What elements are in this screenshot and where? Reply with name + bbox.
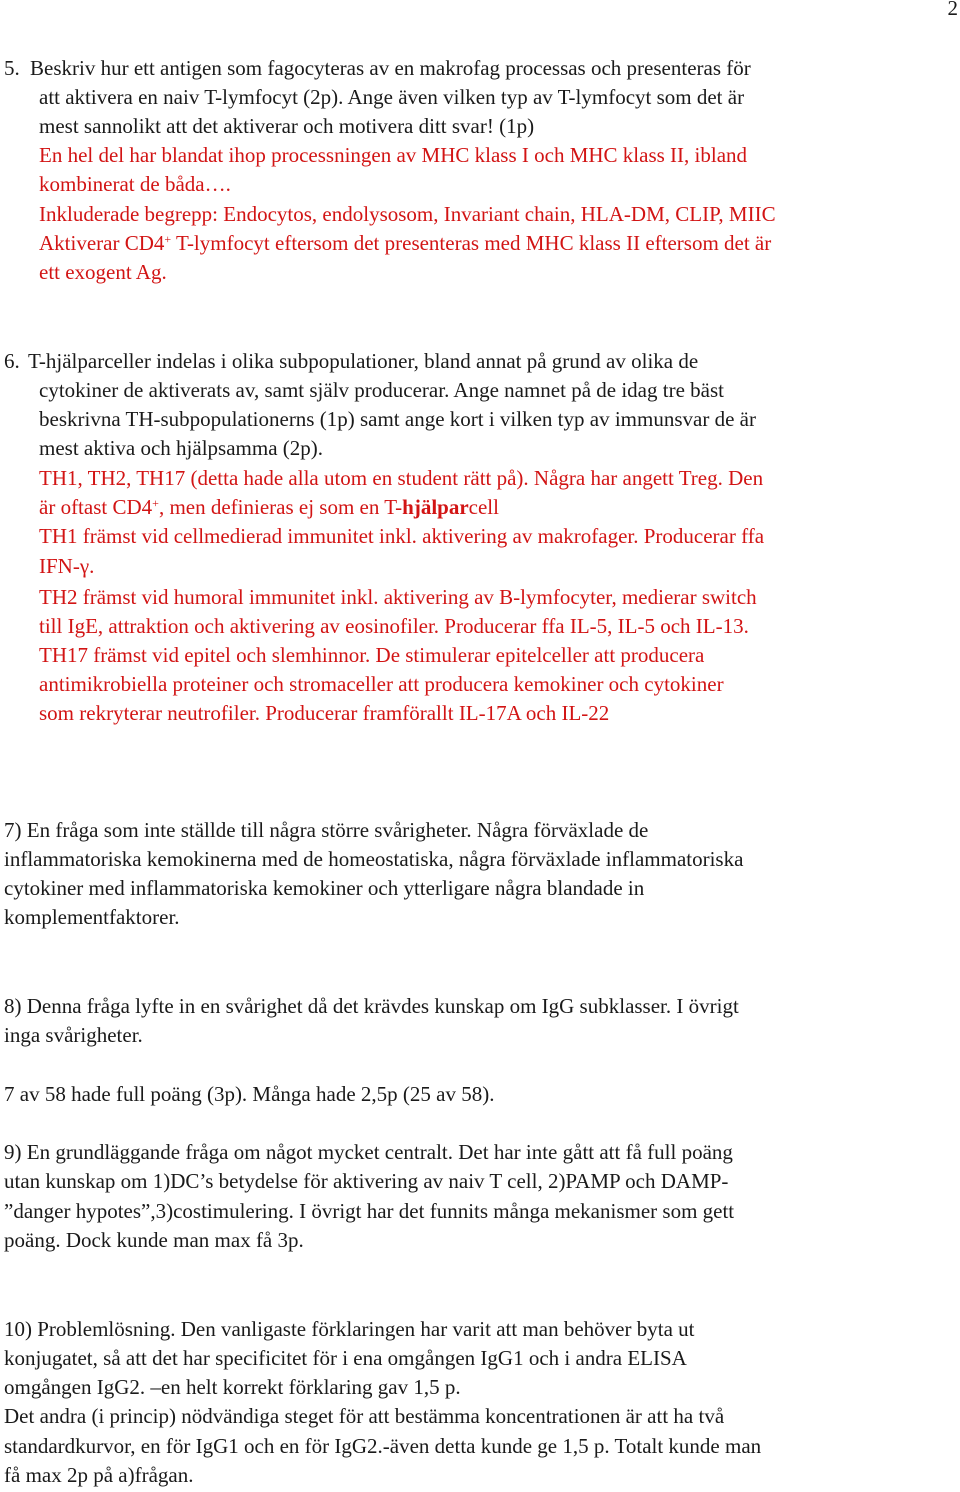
comment-10-line-6: få max 2p på a)frågan. <box>4 1463 194 1487</box>
comment-10-line-5: standardkurvor, en för IgG1 och en för IgG2.-även detta kunde ge 1,5 p. Totalt kunde man <box>4 1434 762 1458</box>
answer-6-bold-word: hjälpar <box>402 495 469 519</box>
question-6-text-line-3: beskrivna TH-subpopulationerns (1p) samt ange kort i vilken typ av immunsvar de är <box>39 407 756 431</box>
answer-6-cd4-text: är oftast CD4 <box>39 495 153 519</box>
answer-5-line-3: Inkluderade begrepp: Endocytos, endolysosom, Invariant chain, HLA-DM, CLIP, MIIC <box>39 202 776 226</box>
answer-6-line-2 <box>39 495 499 519</box>
comment-7-line-1: 7) En fråga som inte ställde till några större svårigheter. Några förväxlade de <box>4 818 649 842</box>
comment-9-line-2: utan kunskap om 1)DC’s betydelse för aktivering av naiv T cell, 2)PAMP och DAMP- <box>4 1169 729 1193</box>
answer-5-line-1: En hel del har blandat ihop processningen av MHC klass I och MHC klass II, ibland <box>39 143 748 167</box>
question-6-text-line-4: mest aktiva och hjälpsamma (2p). <box>39 436 324 460</box>
answer-6-line-3: TH1 främst vid cellmedierad immunitet inkl. aktivering av makrofager. Producerar ffa <box>39 524 765 548</box>
answer-5-line-5: ett exogent Ag. <box>39 260 167 284</box>
comment-8-line-2: inga svårigheter. <box>4 1023 143 1047</box>
question-5-text-line-2: att aktivera en naiv T-lymfocyt (2p). Ange även vilken typ av T-lymfocyt som det är <box>39 85 745 109</box>
answer-6-line-9: som rekryterar neutrofiler. Producerar framförallt IL-17A och IL-22 <box>39 701 610 725</box>
comment-7-line-4: komplementfaktorer. <box>4 905 180 929</box>
comment-10-line-3: omgången IgG2. –en helt korrekt förklaring gav 1,5 p. <box>4 1375 461 1399</box>
question-5-text-line-3: mest sannolikt att det aktiverar och motivera ditt svar! (1p) <box>39 114 535 138</box>
answer-5-cd4-text: Aktiverar CD4 <box>39 231 165 255</box>
comment-7-line-2: inflammatoriska kemokinerna med de homeostatiska, några förväxlade inflammatoriska <box>4 847 744 871</box>
question-6-number: 6. <box>4 349 20 373</box>
question-6-text-line-1: T-hjälparceller indelas i olika subpopulationer, bland annat på grund av olika de <box>28 349 699 373</box>
answer-6-line-6: till IgE, attraktion och aktivering av eosinofiler. Producerar ffa IL-5, IL-5 och IL-13. <box>39 614 749 638</box>
answer-6-line-4: IFN-γ. <box>39 554 95 578</box>
comment-8-line-1: 8) Denna fråga lyfte in en svårighet då det krävdes kunskap om IgG subklasser. I övrigt <box>4 994 739 1018</box>
superscript-plus: + <box>152 496 159 510</box>
comment-10-line-1: 10) Problemlösning. Den vanligaste förklaringen har varit att man behöver byta ut <box>4 1317 695 1341</box>
comment-7-line-3: cytokiner med inflammatoriska kemokiner och ytterligare några blandade in <box>4 876 645 900</box>
answer-5-cd4-rest: T-lymfocyt eftersom det presenteras med MHC klass II eftersom det är <box>171 231 772 255</box>
question-5-text-line-1: Beskriv hur ett antigen som fagocyteras av en makrofag processas och presenteras för <box>30 56 751 80</box>
answer-6-line-7: TH17 främst vid epitel och slemhinnor. De stimulerar epitelceller att producera <box>39 643 705 667</box>
comment-9-line-3: ”danger hypotes”,3)costimulering. I övrigt har det funnits många mekanismer som gett <box>4 1199 735 1223</box>
superscript-plus: + <box>164 232 172 246</box>
answer-6-definition-text: , men definieras ej som en T- <box>158 495 403 519</box>
answer-6-line-1: TH1, TH2, TH17 (detta hade alla utom en student rätt på). Några har angett Treg. Den <box>39 466 764 490</box>
comment-9-line-4: poäng. Dock kunde man max få 3p. <box>4 1228 304 1252</box>
comment-8-stats: 7 av 58 hade full poäng (3p). Många hade 2,5p (25 av 58). <box>4 1082 495 1106</box>
question-5-number: 5. <box>4 56 20 80</box>
answer-5-line-4 <box>39 231 771 255</box>
answer-6-line-8: antimikrobiella proteiner och stromaceller att producera kemokiner och cytokiner <box>39 672 724 696</box>
comment-9-line-1: 9) En grundläggande fråga om något mycket centralt. Det har inte gått att få full poäng <box>4 1140 733 1164</box>
answer-6-line-5: TH2 främst vid humoral immunitet inkl. aktivering av B-lymfocyter, medierar switch <box>39 585 757 609</box>
answer-5-line-2: kombinerat de båda…. <box>39 172 231 196</box>
question-6-text-line-2: cytokiner de aktiverats av, samt själv producerar. Ange namnet på de idag tre bäst <box>39 378 724 402</box>
comment-10-line-2: konjugatet, så att det har specificitet för i ena omgången IgG1 och i andra ELISA <box>4 1346 687 1370</box>
answer-6-cell-suffix: cell <box>468 495 499 519</box>
page-number: 2 <box>947 0 958 20</box>
comment-10-line-4: Det andra (i princip) nödvändiga steget för att bestämma koncentrationen är att ha två <box>4 1404 725 1428</box>
